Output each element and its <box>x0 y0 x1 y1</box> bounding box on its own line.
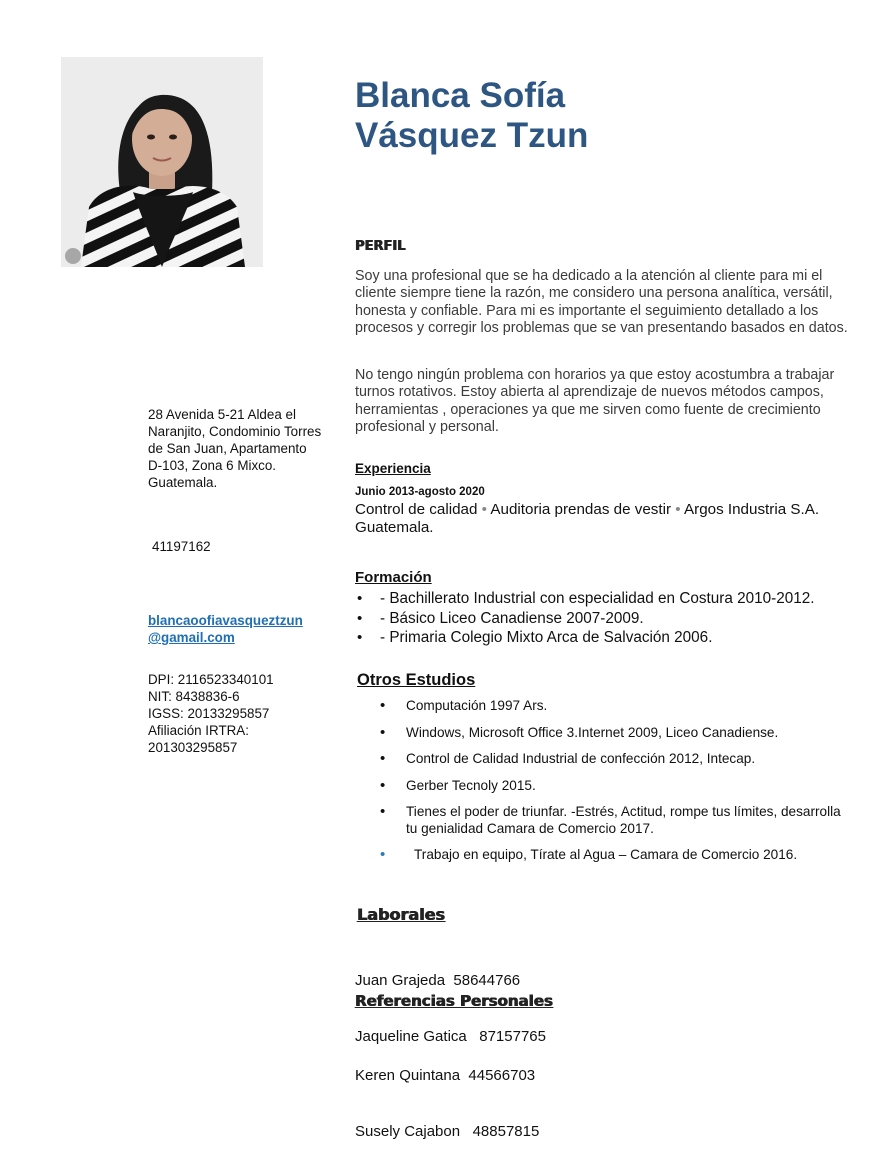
experiencia-position: Auditoria prendas de vestir <box>490 501 672 518</box>
list-item: • Tienes el poder de triunfar. -Estrés, Actitud, rompe tus límites, desarrolla tu genialidad Camara de Comercio 2017. <box>380 804 850 837</box>
referencias-contacts <box>355 1030 539 1160</box>
separator-dot: • <box>481 501 487 518</box>
perfil-heading: PERFIL <box>355 239 406 254</box>
identification-block <box>148 671 323 756</box>
portrait-photo-icon <box>61 57 263 267</box>
formacion-heading: Formación <box>355 569 432 586</box>
id-line: NIT: 8438836-6 <box>148 689 240 704</box>
perfil-paragraph-2: No tengo ningún problema con horarios ya que estoy acostumbra a trabajar turnos rotativos. Estoy abierta al aprendizaje de nuevos métodos campos, herramientas , operaciones ya que me sirven como fuente de crecimiento profesional y personal. <box>355 367 835 436</box>
address: 28 Avenida 5-21 Aldea el Naranjito, Condominio Torres de San Juan, Apartamento D-103, Zona 6 Mixco. Guatemala. <box>148 407 322 490</box>
list-item: • Gerber Tecnoly 2015. <box>380 778 850 795</box>
contact-entry: Susely Cajabon 48857815 <box>355 1122 540 1140</box>
list-item: • - Bachillerato Industrial con especialidad en Costura 2010-2012. <box>355 589 855 609</box>
email-line-2: @gamail.com <box>148 630 235 645</box>
laborales-heading: Laborales <box>357 905 445 924</box>
referencias-heading: Referencias Personales <box>355 992 553 1010</box>
contact-entry: Keren Quintana 44566703 <box>355 1067 536 1084</box>
contact-entry: Juan Grajeda 58644766 <box>355 972 521 989</box>
otros-estudios-heading: Otros Estudios <box>357 671 476 689</box>
formacion-list <box>355 589 855 648</box>
perfil-paragraph-1: Soy una profesional que se ha dedicado a la atención al cliente para mi el cliente siempre tiene la razón, me considero una persona analítica, versátil, honesta y confiable. Para mi es importante el seguimiento detallado a los procesos y corregir los problemas que se van presentando basados en datos. <box>355 268 848 337</box>
profile-photo <box>61 57 263 267</box>
id-line: DPI: 2116523340101 <box>148 672 274 687</box>
experiencia-heading: Experiencia <box>355 461 431 476</box>
separator-dot: • <box>675 501 681 518</box>
contact-entry: Jaqueline Gatica 87157765 <box>355 1027 546 1045</box>
candidate-name <box>355 76 588 156</box>
id-line: IGSS: 20133295857 <box>148 706 270 721</box>
email-link[interactable] <box>148 612 323 646</box>
name-line-2: Vásquez Tzun <box>355 116 589 155</box>
list-item: • - Primaria Colegio Mixto Arca de Salvación 2006. <box>355 628 855 648</box>
list-item: • Trabajo en equipo, Tírate al Agua – Camara de Comercio 2016. <box>380 847 850 864</box>
list-item: • Windows, Microsoft Office 3.Internet 2009, Liceo Canadiense. <box>380 725 850 742</box>
experiencia-date: Junio 2013-agosto 2020 <box>355 486 485 498</box>
experiencia-description <box>355 501 850 537</box>
email-line-1: blancaoofiavasqueztzun <box>148 613 303 628</box>
otros-estudios-list <box>380 698 850 874</box>
phone-number: 41197162 <box>152 539 211 554</box>
list-item: • Control de Calidad Industrial de confección 2012, Intecap. <box>380 751 850 768</box>
list-item: • Computación 1997 Ars. <box>380 698 850 715</box>
id-line: 201303295857 <box>148 740 238 755</box>
experiencia-role: Control de calidad <box>355 501 478 518</box>
id-line: Afiliación IRTRA: <box>148 723 249 738</box>
list-item: • - Básico Liceo Canadiense 2007-2009. <box>355 609 855 629</box>
experiencia-company: Argos Industria S.A. Guatemala. <box>355 501 820 536</box>
name-line-1: Blanca Sofía <box>355 76 566 115</box>
